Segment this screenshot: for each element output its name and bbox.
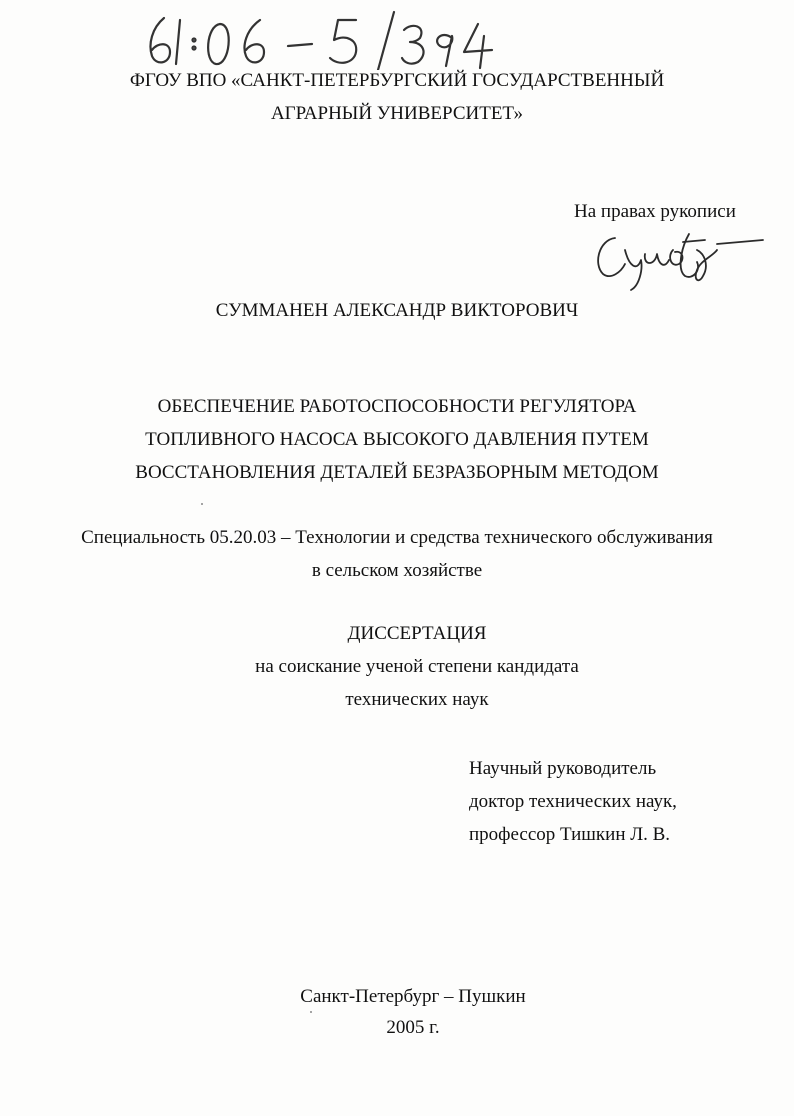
- signature-image: [585, 220, 765, 300]
- title-line-3: ВОССТАНОВЛЕНИЯ ДЕТАЛЕЙ БЕЗРАЗБОРНЫМ МЕТОДОМ: [135, 462, 659, 483]
- specialty-line-2: в сельском хозяйстве: [311, 560, 483, 581]
- scan-speck: [310, 1011, 312, 1013]
- organization-line-2: АГРАРНЫЙ УНИВЕРСИТЕТ»: [270, 103, 524, 124]
- organization-line-1: ФГОУ ВПО «САНКТ-ПЕТЕРБУРГСКИЙ ГОСУДАРСТВЕННЫЙ: [129, 70, 665, 91]
- specialty-line-1: Специальность 05.20.03 – Технологии и средства технического обслуживания: [81, 527, 713, 548]
- scan-speck: [201, 503, 203, 505]
- title-line-2: ТОПЛИВНОГО НАСОСА ВЫСОКОГО ДАВЛЕНИЯ ПУТЕМ: [145, 429, 649, 450]
- work-type-line-1: на соискание ученой степени кандидата: [255, 656, 579, 677]
- publication-year: 2005 г.: [386, 1017, 440, 1038]
- manuscript-note: На правах рукописи: [574, 201, 736, 222]
- supervisor-degree: доктор технических наук,: [469, 791, 677, 812]
- supervisor-label: Научный руководитель: [469, 758, 657, 779]
- work-type-line-2: технических наук: [345, 689, 489, 710]
- publication-place: Санкт-Петербург – Пушкин: [300, 986, 526, 1007]
- author-name: СУММАНЕН АЛЕКСАНДР ВИКТОРОВИЧ: [215, 300, 579, 321]
- supervisor-name: профессор Тишкин Л. В.: [469, 824, 671, 845]
- handwritten-archive-number: [142, 10, 502, 70]
- title-line-1: ОБЕСПЕЧЕНИЕ РАБОТОСПОСОБНОСТИ РЕГУЛЯТОРА: [157, 396, 637, 417]
- work-type-heading: ДИССЕРТАЦИЯ: [347, 623, 487, 644]
